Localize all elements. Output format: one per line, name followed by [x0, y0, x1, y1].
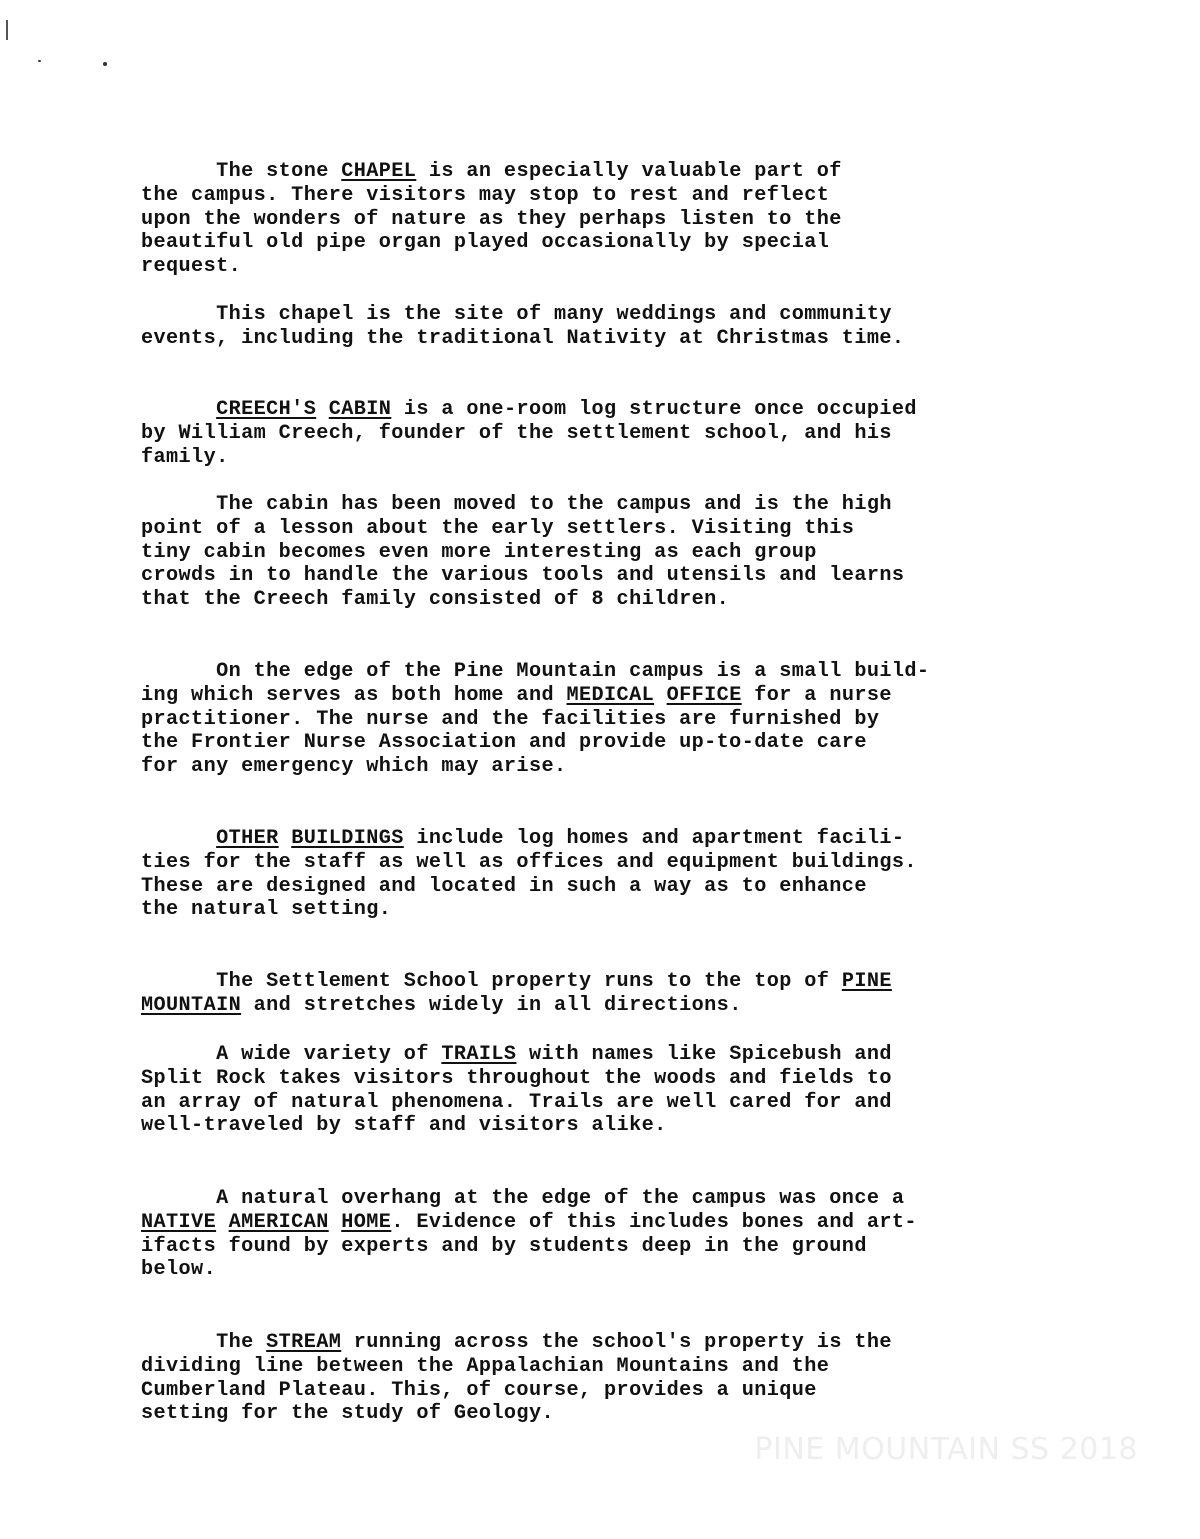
text-line — [141, 708, 1041, 732]
text-line — [141, 1235, 1041, 1259]
text-segment: running across the school's property is the — [341, 1331, 892, 1354]
scan-speck — [38, 60, 41, 62]
text-line — [141, 1379, 1041, 1403]
text-line — [141, 160, 1041, 184]
text-segment — [654, 684, 667, 707]
text-segment: crowds in to handle the various tools and utensils and learns — [141, 564, 905, 588]
text-segment: tiny cabin becomes even more interesting as each group — [141, 540, 817, 564]
text-line — [141, 994, 1041, 1018]
text-line — [141, 755, 1041, 779]
text-segment: These are designed and located in such a way as to enhance — [141, 874, 867, 898]
scan-edge-mark — [6, 20, 8, 40]
text-segment: with names like Spicebush and — [516, 1043, 892, 1066]
text-segment — [329, 1211, 342, 1234]
underlined-keyword: MOUNTAIN — [141, 993, 242, 1017]
text-segment: practitioner. The nurse and the facilities are furnished by — [141, 707, 880, 731]
text-segment: request. — [141, 255, 242, 279]
text-segment: is an especially valuable part of — [416, 160, 842, 183]
text-line — [141, 970, 1041, 994]
text-line — [141, 1067, 1041, 1091]
text-line — [141, 1258, 1041, 1282]
text-line — [141, 517, 1041, 541]
text-segment — [141, 398, 216, 421]
text-line — [141, 1402, 1041, 1426]
text-line — [141, 898, 1041, 922]
paragraph-native-american-home — [141, 1187, 1041, 1282]
text-segment: that the Creech family consisted of 8 children. — [141, 588, 730, 612]
text-line — [141, 564, 1041, 588]
text-segment: On the edge of the Pine Mountain campus is a small build- — [141, 660, 930, 683]
underlined-keyword: BUILDINGS — [291, 827, 404, 850]
text-segment: is a one-room log structure once occupied — [391, 398, 917, 421]
text-line — [141, 1043, 1041, 1067]
text-segment: events, including the traditional Nativity at Christmas time. — [141, 326, 905, 350]
underlined-keyword: OTHER — [216, 827, 279, 850]
text-line — [141, 446, 1041, 470]
text-line — [141, 1211, 1041, 1235]
text-segment: family. — [141, 445, 229, 469]
paragraph-pine-mountain — [141, 970, 1041, 1018]
text-segment: beautiful old pipe organ played occasionally by special — [141, 231, 830, 255]
underlined-keyword: OFFICE — [666, 683, 742, 707]
text-segment: for any emergency which may arise. — [141, 755, 567, 779]
text-segment: upon the wonders of nature as they perhaps listen to the — [141, 207, 842, 231]
text-line — [141, 1114, 1041, 1138]
text-line — [141, 1187, 1041, 1211]
text-line — [141, 875, 1041, 899]
text-line — [141, 684, 1041, 708]
text-segment: and stretches widely in all directions. — [241, 993, 742, 1017]
paragraph-other-buildings — [141, 827, 1041, 922]
text-segment — [216, 1211, 229, 1234]
text-line — [141, 1091, 1041, 1115]
text-line — [141, 731, 1041, 755]
text-segment: Cumberland Plateau. This, of course, provides a unique — [141, 1378, 817, 1402]
paragraph-trails — [141, 1043, 1041, 1138]
text-line — [141, 231, 1041, 255]
text-segment: A natural overhang at the edge of the campus was once a — [141, 1187, 905, 1210]
underlined-keyword: MEDICAL — [566, 683, 655, 707]
text-segment: The Settlement School property runs to the top of — [141, 970, 842, 993]
watermark: PINE MOUNTAIN SS 2018 — [754, 1432, 1138, 1467]
text-line — [141, 493, 1041, 517]
paragraph-stream — [141, 1331, 1041, 1426]
text-line — [141, 398, 1041, 422]
paragraph-cabin-2 — [141, 493, 1041, 612]
text-line — [141, 1331, 1041, 1355]
text-line — [141, 1355, 1041, 1379]
paragraph-cabin-1 — [141, 398, 1041, 469]
text-segment: an array of natural phenomena. Trails are well cared for and — [141, 1090, 892, 1114]
text-segment: ing which serves as both home and — [141, 683, 567, 707]
text-line — [141, 827, 1041, 851]
text-segment: The stone — [141, 160, 342, 183]
text-segment: the campus. There visitors may stop to rest and reflect — [141, 183, 830, 207]
text-line — [141, 422, 1041, 446]
text-segment: . Evidence of this includes bones and art- — [391, 1210, 917, 1234]
text-segment — [141, 827, 216, 850]
underlined-keyword: STREAM — [266, 1331, 342, 1354]
text-segment: ties for the staff as well as offices and equipment buildings. — [141, 850, 917, 874]
underlined-keyword: CABIN — [328, 398, 392, 421]
text-segment: setting for the study of Geology. — [141, 1402, 554, 1426]
text-line — [141, 588, 1041, 612]
text-segment: well-traveled by staff and visitors alike. — [141, 1114, 667, 1138]
text-segment: Split Rock takes visitors throughout the woods and fields to — [141, 1066, 892, 1090]
text-line — [141, 541, 1041, 565]
text-segment: below. — [141, 1258, 217, 1282]
text-line — [141, 851, 1041, 875]
text-segment: for a nurse — [741, 683, 892, 707]
scan-speck — [103, 62, 107, 66]
paragraph-chapel-1 — [141, 160, 1041, 279]
text-segment: The cabin has been moved to the campus and is the high — [141, 493, 892, 516]
text-segment: The — [141, 1331, 267, 1354]
underlined-keyword: CHAPEL — [341, 160, 417, 183]
text-line — [141, 255, 1041, 279]
text-line — [141, 208, 1041, 232]
text-line — [141, 660, 1041, 684]
underlined-keyword: HOME — [341, 1210, 392, 1234]
text-segment: by William Creech, founder of the settlement school, and his — [141, 421, 892, 445]
paragraph-chapel-2 — [141, 303, 1041, 351]
text-segment: the natural setting. — [141, 898, 392, 922]
underlined-keyword: CREECH'S — [216, 398, 317, 421]
text-line — [141, 327, 1041, 351]
text-segment: This chapel is the site of many weddings and community — [141, 303, 892, 326]
text-segment: point of a lesson about the early settlers. Visiting this — [141, 516, 855, 540]
paragraph-medical-office — [141, 660, 1041, 779]
underlined-keyword: PINE — [841, 970, 892, 993]
text-segment — [316, 398, 329, 421]
text-segment — [279, 827, 292, 850]
text-line — [141, 184, 1041, 208]
text-segment: dividing line between the Appalachian Mountains and the — [141, 1354, 830, 1378]
text-segment: A wide variety of — [141, 1043, 442, 1066]
text-segment: the Frontier Nurse Association and provide up-to-date care — [141, 731, 867, 755]
underlined-keyword: NATIVE — [141, 1210, 217, 1234]
text-segment: ifacts found by experts and by students deep in the ground — [141, 1234, 867, 1258]
text-line — [141, 303, 1041, 327]
underlined-keyword: AMERICAN — [228, 1210, 329, 1234]
underlined-keyword: TRAILS — [441, 1043, 517, 1066]
text-segment: include log homes and apartment facili- — [403, 827, 905, 850]
